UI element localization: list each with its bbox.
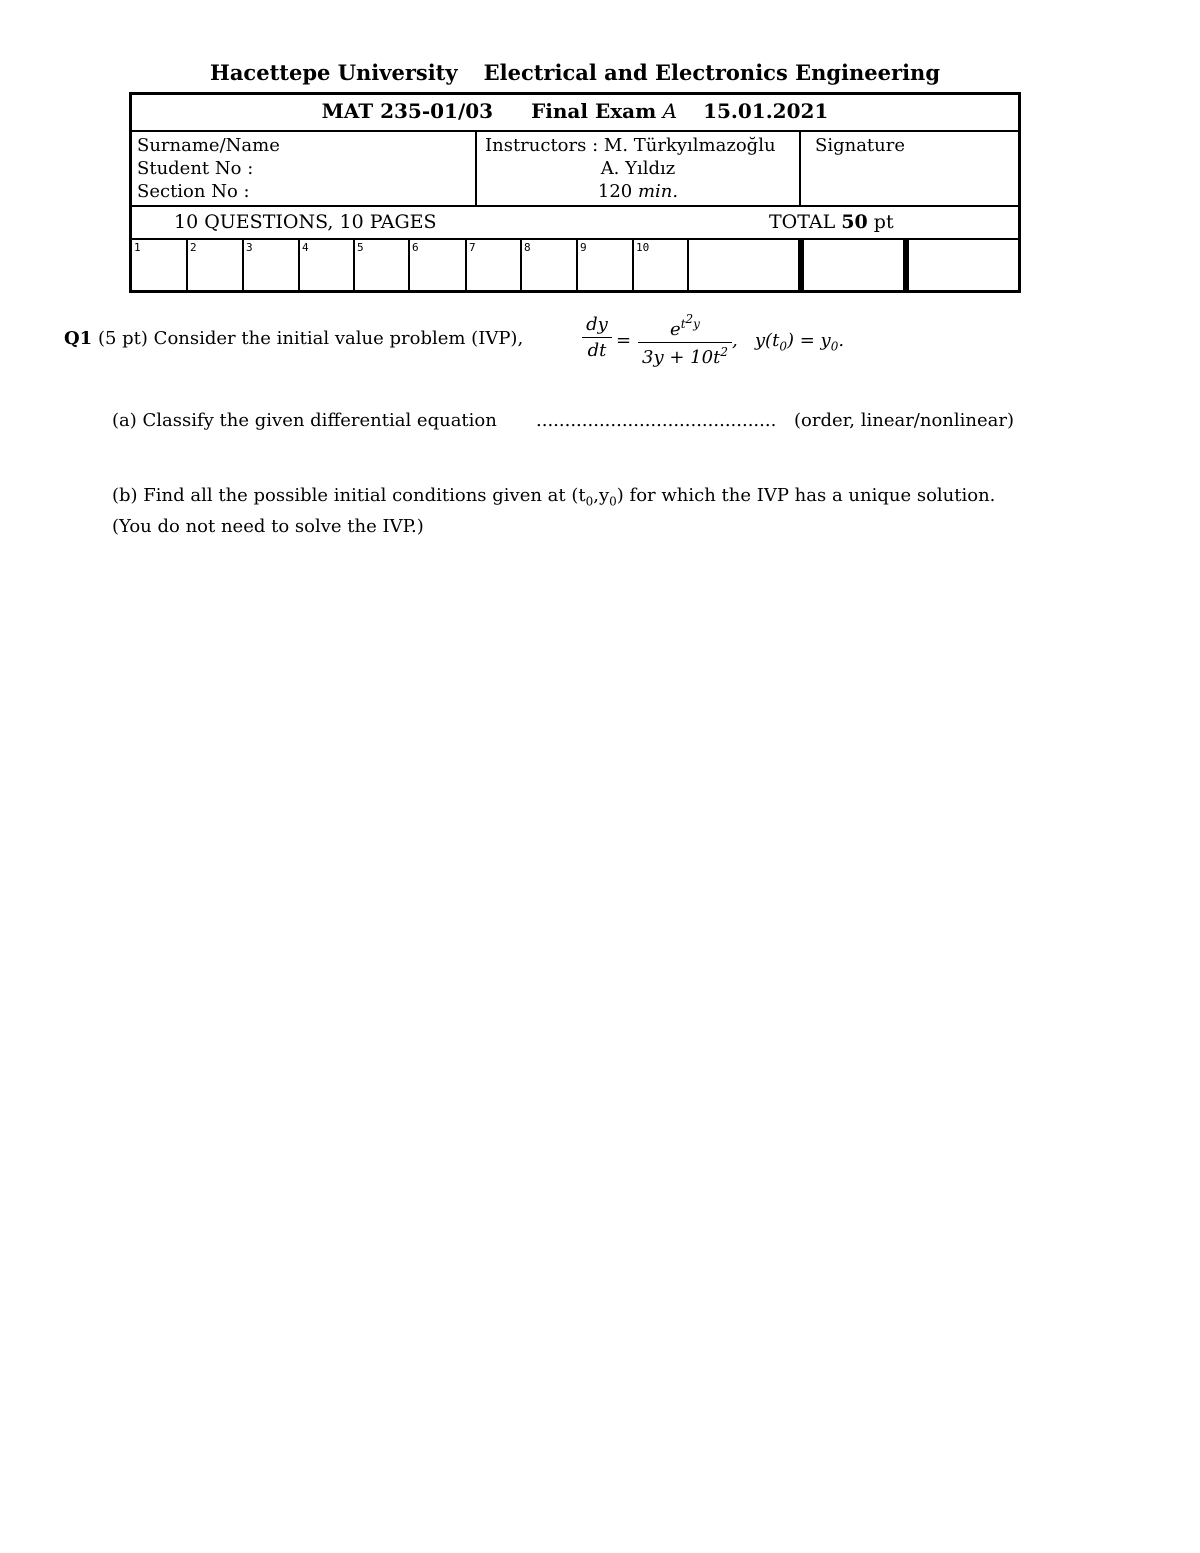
ivp-formula	[582, 312, 872, 372]
initial-condition: , $y(t_0) = y_0$.	[732, 330, 845, 354]
question-1-intro	[64, 328, 523, 349]
score-cell-7[interactable]: 7	[467, 240, 522, 291]
university-header	[0, 60, 1150, 85]
department-name: Electrical and Electronics Engineering	[483, 60, 941, 85]
part-a-hint: (order, linear/nonlinear)	[794, 410, 1015, 431]
score-cell-1[interactable]: 1	[132, 240, 188, 291]
score-cell-9[interactable]: 9	[578, 240, 634, 291]
exam-name: Final Exam	[531, 99, 657, 123]
total-score-cell[interactable]	[804, 240, 906, 291]
score-cell-3[interactable]: 3	[244, 240, 300, 291]
score-cell-blank[interactable]	[689, 240, 801, 291]
part-b: (b) Find all the possible initial conditions given at $(t_0,y_0)$ for which the IVP has a unique solution.	[112, 485, 996, 509]
part-b-note: (You do not need to solve the IVP.)	[112, 516, 424, 537]
surname-label: Surname/Name	[137, 135, 280, 156]
score-cell-6[interactable]: 6	[410, 240, 467, 291]
duration: 120 min.	[597, 181, 679, 202]
part-a-answer-line[interactable]: ..........................................	[536, 410, 777, 431]
instructors-cell	[477, 132, 801, 205]
signature-label: Signature	[815, 135, 906, 156]
grade-cell[interactable]	[909, 240, 1018, 291]
student-info-row	[132, 132, 1018, 207]
questions-pages: 10 QUESTIONS, 10 PAGES	[174, 211, 437, 233]
score-cell-5[interactable]: 5	[355, 240, 410, 291]
rhs-fraction: $\frac{e^{t^2y}}{3y + 10t^2}$	[638, 312, 732, 368]
score-cell-8[interactable]: 8	[522, 240, 578, 291]
instructors-label: Instructors :	[485, 135, 599, 156]
student-no-label: Student No :	[137, 158, 254, 179]
score-cell-10[interactable]: 10	[634, 240, 689, 291]
exam-info-box	[129, 92, 1021, 293]
course-code: MAT 235-01/03	[321, 99, 494, 123]
equals-sign: =	[616, 330, 632, 351]
instructor-1: M. Türkyılmazoğlu	[603, 135, 776, 156]
question-text: Consider the initial value problem (IVP),	[153, 328, 524, 349]
exam-title-row	[132, 95, 1018, 132]
exam-date: 15.01.2021	[703, 99, 829, 123]
question-label: Q1	[64, 328, 93, 349]
part-a-text: (a) Classify the given differential equation	[112, 410, 497, 431]
score-row	[132, 240, 1018, 291]
score-cell-4[interactable]: 4	[300, 240, 355, 291]
student-fields-cell	[132, 132, 477, 205]
lhs-fraction: $\frac{dy}{dt}$	[582, 314, 612, 361]
total-points: TOTAL 50 pt	[769, 211, 894, 233]
summary-row	[132, 207, 1018, 240]
question-points: (5 pt)	[97, 328, 148, 349]
section-no-label: Section No :	[137, 181, 250, 202]
university-name: Hacettepe University	[209, 60, 458, 85]
part-a	[112, 410, 1015, 431]
signature-cell	[801, 132, 1018, 205]
exam-variant: A	[662, 99, 678, 123]
score-cell-2[interactable]: 2	[188, 240, 244, 291]
instructor-2: A. Yıldız	[600, 158, 676, 179]
